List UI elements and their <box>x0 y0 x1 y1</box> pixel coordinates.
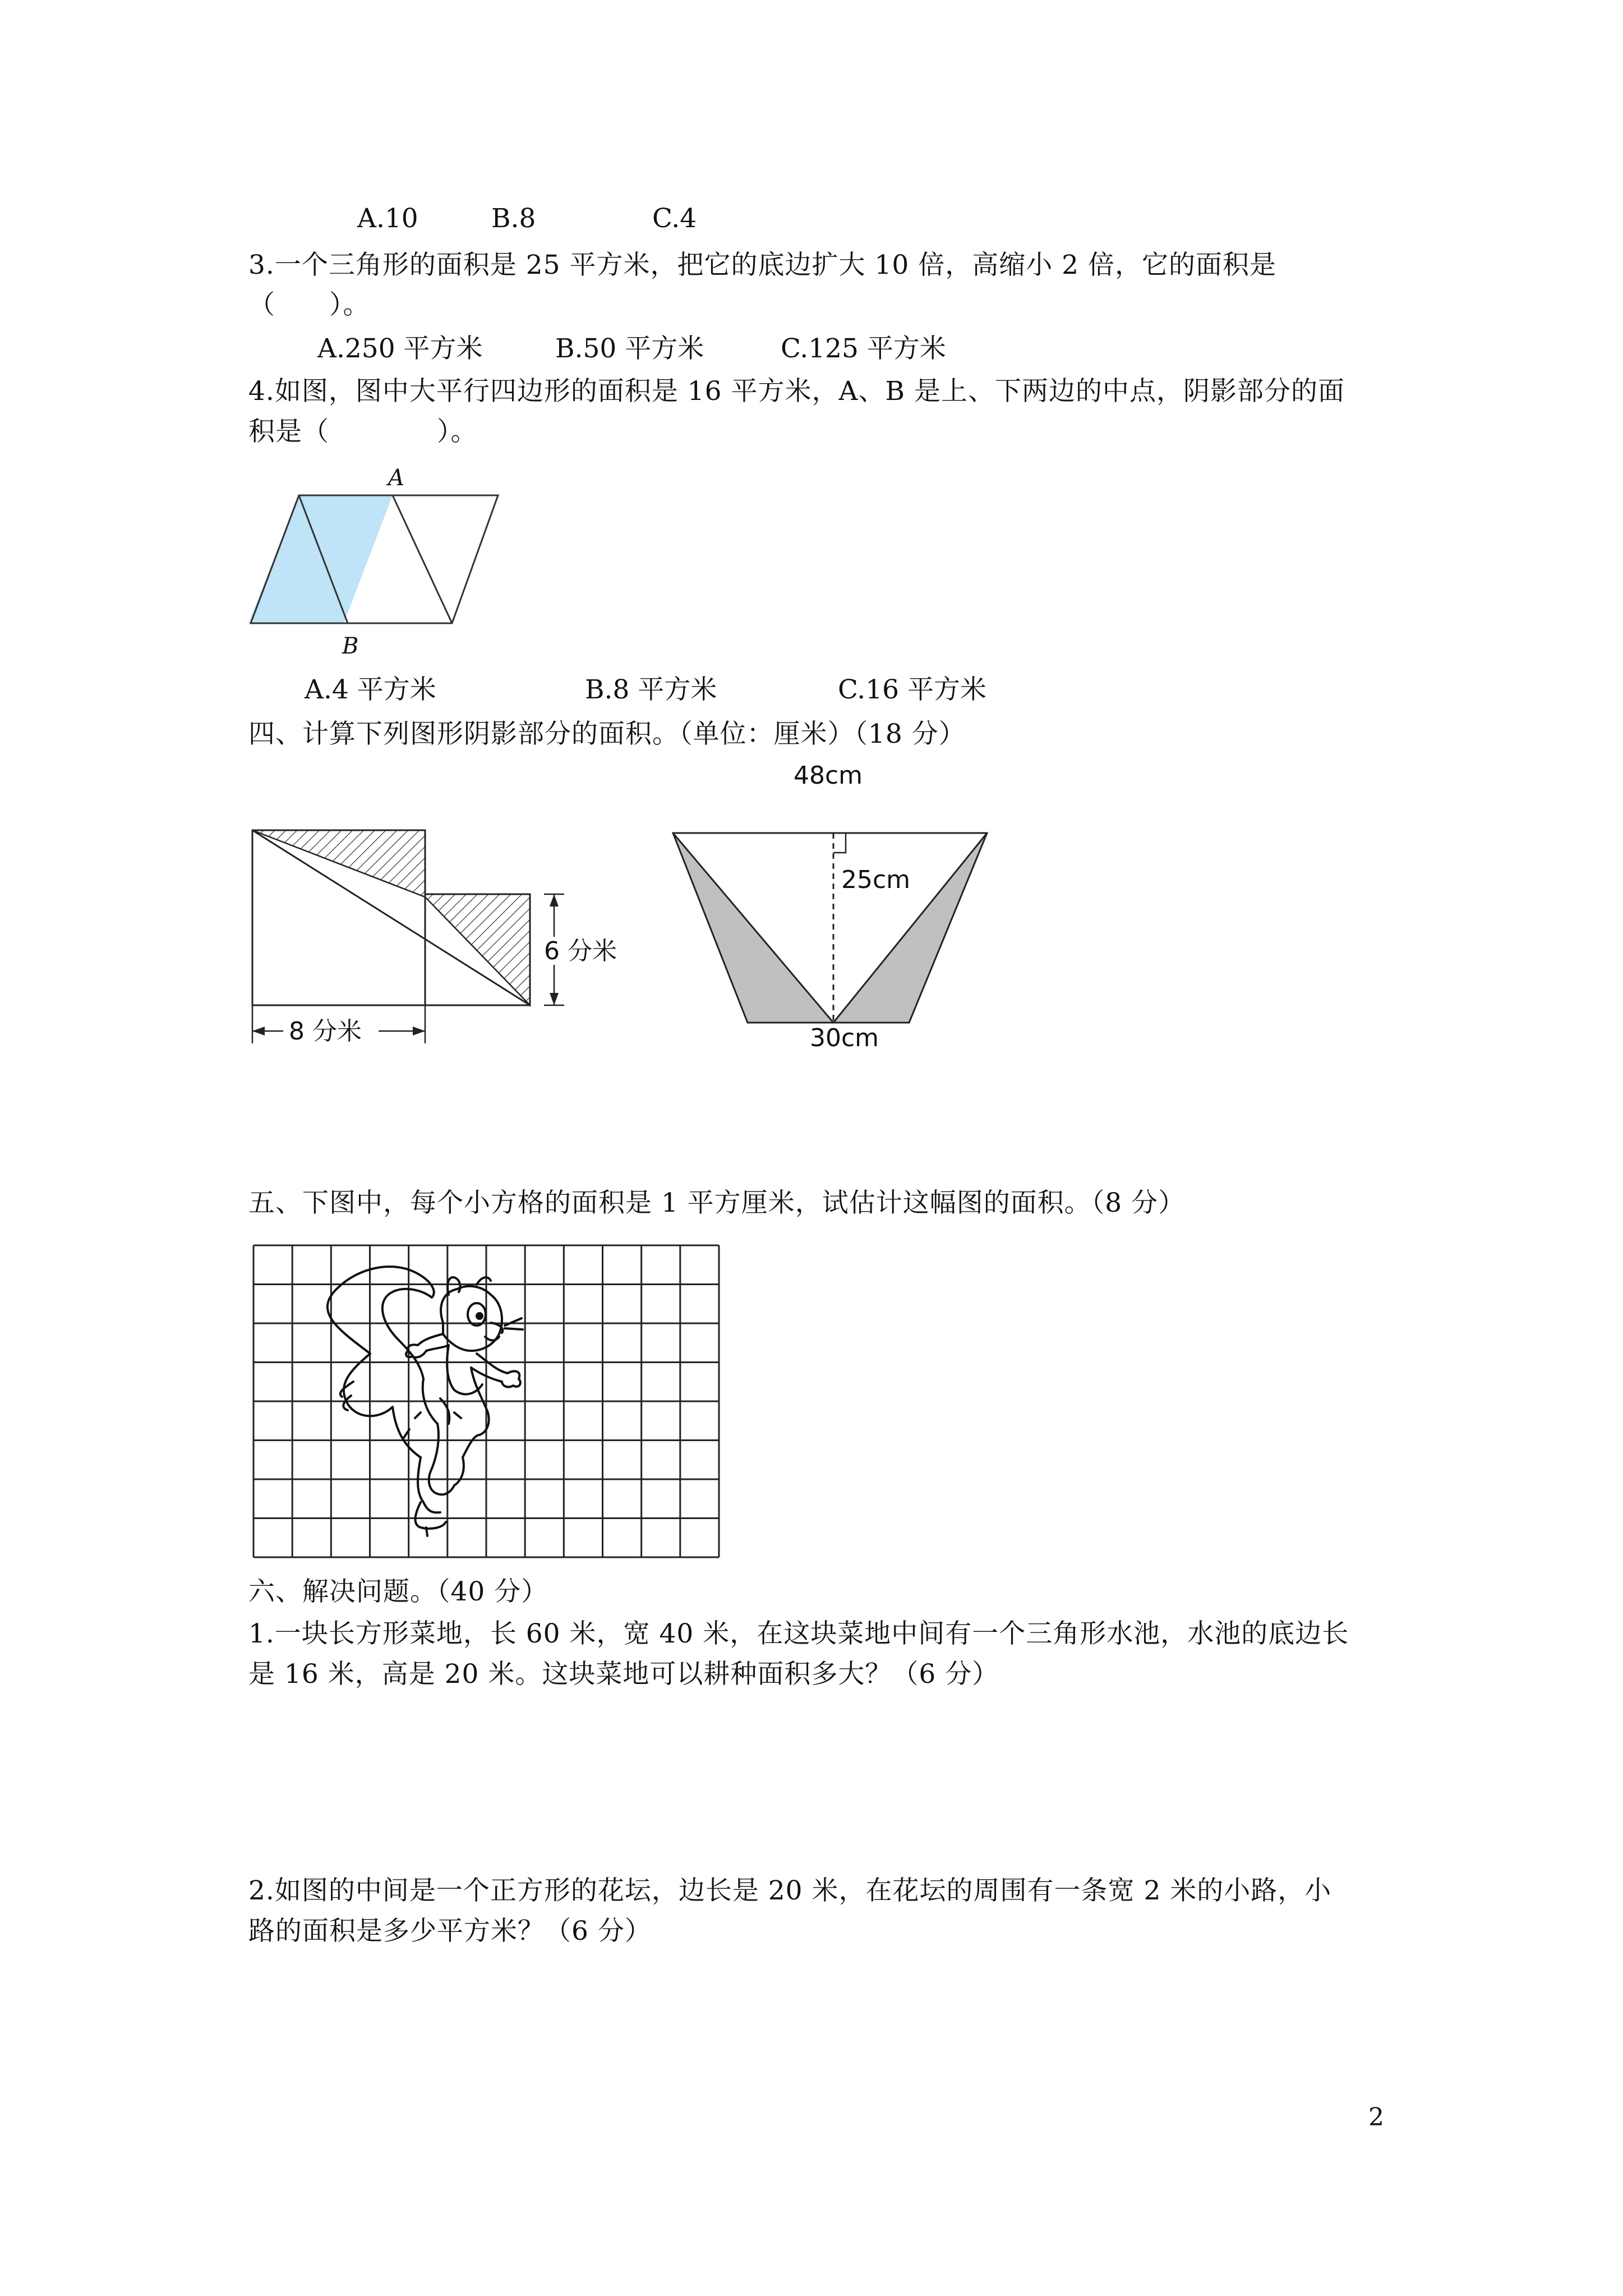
section5-title: 五、下图中，每个小方格的面积是 1 平方厘米，试估计这幅图的面积。（8 分） <box>248 1188 1186 1218</box>
section4-figure2 <box>667 760 1071 1052</box>
q4-option-c: C.16 平方米 <box>838 674 986 705</box>
q4-option-a: A.4 平方米 <box>305 674 436 705</box>
section6-title: 六、解决问题。（40 分） <box>248 1576 548 1607</box>
q3-question-line1: 3.一个三角形的面积是 25 平方米，把它的底边扩大 10 倍，高缩小 2 倍，它的面积是 <box>248 250 1276 280</box>
section6-problem1-line2: 是 16 米，高是 20 米。这块菜地可以耕种面积多大？（6 分） <box>248 1659 999 1690</box>
q2-option-b: B.8 <box>491 203 536 234</box>
section6-problem2-line2: 路的面积是多少平方米？（6 分） <box>248 1916 652 1947</box>
page-number: 2 <box>1368 2103 1385 2132</box>
q3-option-b: B.50 平方米 <box>555 333 704 364</box>
q4-label-a: A <box>388 465 404 491</box>
fig2-right-angle <box>833 833 846 853</box>
section6-problem1-line1: 1.一块长方形菜地，长 60 米，宽 40 米，在这块菜地中间有一个三角形水池，水池的底边长 <box>248 1618 1349 1649</box>
fig1-height-label: 6 分米 <box>544 937 617 965</box>
q2-option-c: C.4 <box>652 203 697 234</box>
q3-option-c: C.125 平方米 <box>781 333 946 364</box>
q4-label-b: B <box>342 633 359 659</box>
q3-question-line2: （ ）。 <box>248 289 370 320</box>
fig1-width-label: 8 分米 <box>289 1017 362 1046</box>
section4-figure1 <box>247 825 639 1055</box>
section5-grid-figure <box>252 1244 720 1558</box>
q4-parallelogram-figure <box>241 457 522 665</box>
q4-question-line1: 4.如图，图中大平行四边形的面积是 16 平方米，A、B 是上、下两边的中点，阴影部分的面 <box>248 376 1345 407</box>
q4-option-b: B.8 平方米 <box>585 674 717 705</box>
section4-title: 四、计算下列图形阴影部分的面积。（单位：厘米）（18 分） <box>248 719 966 749</box>
q2-option-a: A.10 <box>357 203 418 234</box>
fig1-hatched-upper <box>252 830 425 897</box>
fig2-height-label: 25cm <box>841 866 911 894</box>
section6-problem2-line1: 2.如图的中间是一个正方形的花坛，边长是 20 米，在花坛的周围有一条宽 2 米的小路，小 <box>248 1875 1332 1906</box>
q4-question-line2: 积是（ ）。 <box>248 416 478 447</box>
fig2-top-label: 48cm <box>794 761 863 790</box>
fig2-bottom-label: 30cm <box>810 1024 879 1052</box>
q3-option-a: A.250 平方米 <box>317 333 483 364</box>
